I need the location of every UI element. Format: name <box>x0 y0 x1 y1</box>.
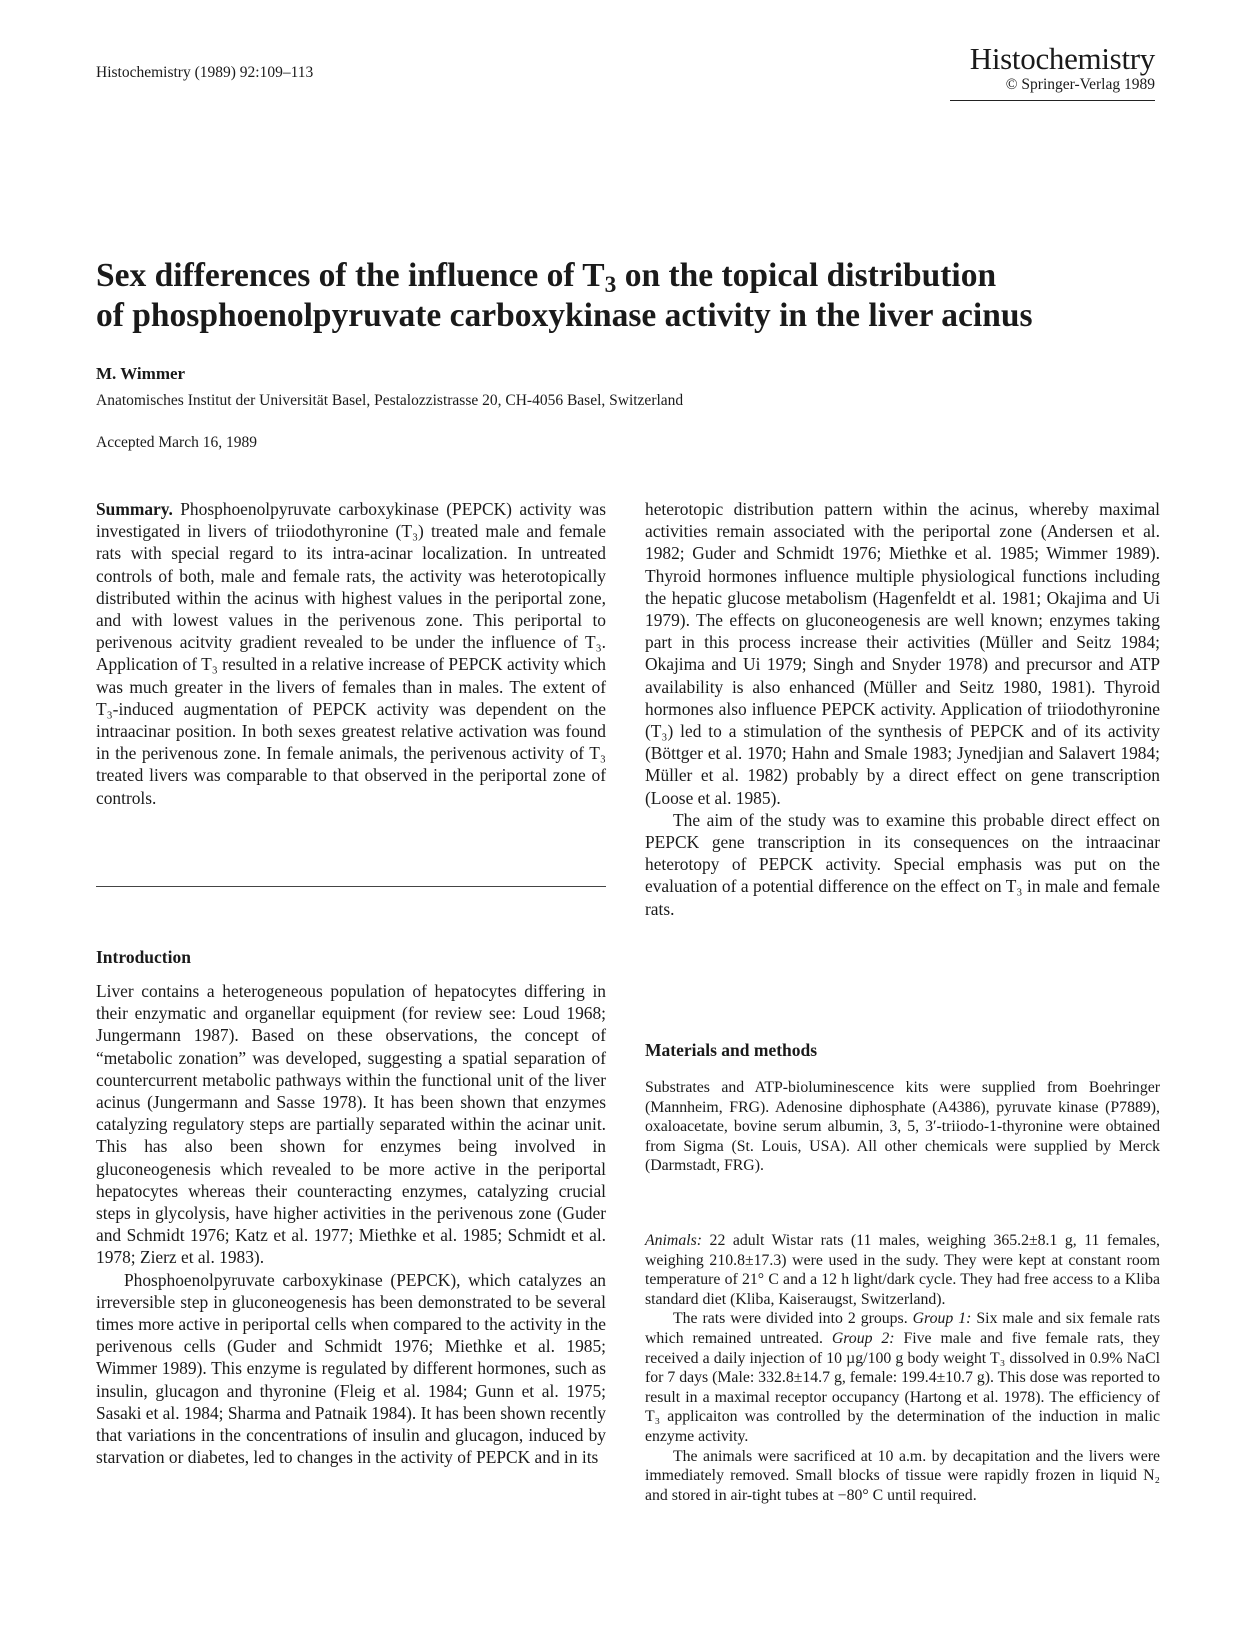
summary-text: Phosphoenolpyruvate carboxykinase (PEPCK) activity was investigated in livers of triiodothyronine (T₃) treated male and female rats with special regard to its intra-acinar localization. In untreated controls of both, male and female rats, the activity was heterotopically distributed within the acinus with highest values in the periportal zone, and with lowest values in the perivenous zone. This periportal to perivenous acitvity gradient revealed to be under the influence of T₃. Application of T₃ resulted in a relative increase of PEPCK activity which was much greater in the livers of females than in males. The extent of T₃-induced augmentation of PEPCK activity was dependent on the intraacinar position. In both sexes greatest relative activation was found in the perivenous zone. In female animals, the perivenous activity of T₃ treated livers was comparable to that observed in the periportal zone of controls. <box>96 499 607 808</box>
methods-heading: Materials and methods <box>645 1040 818 1060</box>
introduction-heading: Introduction <box>96 947 191 967</box>
journal-block <box>950 42 1155 101</box>
title-line1-pre: Sex differences of the influence of T <box>96 257 605 294</box>
group1-label: Group 1: <box>912 1310 972 1328</box>
group1-text: Six male and six female rats which remained untreated. <box>645 1310 1161 1347</box>
group2-label: Group 2: <box>831 1329 895 1347</box>
author-affiliation: Anatomisches Institut der Universität Basel, Pestalozzistrasse 20, CH-4056 Basel, Switzerland <box>96 392 684 409</box>
journal-copyright: © Springer-Verlag 1989 <box>950 76 1155 101</box>
accepted-date: Accepted March 16, 1989 <box>96 434 257 451</box>
animals-label: Animals: <box>645 1232 703 1249</box>
journal-name: Histochemistry <box>969 41 1155 76</box>
intro-paragraph-1: Liver contains a heterogeneous population of hepatocytes differing in their enzymatic and organellar equipment (for review see: Loud 1968; Jungermann 1987). Based on these observations, the concept of “metabolic zonation” was developed, suggesting a spatial separation of countercurrent metabolic pathways within the functional unit of the liver acinus (Jungermann and Sasse 1978). It has been shown that enzymes catalyzing regulatory steps are partially separated within the acinar unit. This has also been shown for enzymes being involved in gluconeogenesis which revealed to be more active in the periportal hepatocytes whereas their counteracting enzymes, catalyzing crucial steps in glycolysis, have higher activities in the perivenous zone (Guder and Schmidt 1976; Katz et al. 1977; Miethke et al. 1985; Schmidt et al. 1978; Zierz et al. 1983). <box>96 981 606 1268</box>
title-line1-post: on the topical distribution <box>616 257 997 294</box>
groups-intro: The rats were divided into 2 groups. <box>673 1310 908 1328</box>
group2-text: Five male and five female rats, they received a daily injection of 10 µg/100 g body weight T₃ dissolved in 0.9% NaCl for 7 days (Male: 332.8±14.7 g, female: 199.4±10.7 g). This dose was reported to result in a maximal receptor occupancy (Hartong et al. 1978). The efficiency of T₃ applicaiton was controlled by the determination of the induction in malic enzyme activity. <box>645 1329 1161 1445</box>
methods-materials <box>645 1078 1160 1176</box>
intro-paragraph-4: The aim of the study was to examine this probable direct effect on PEPCK gene transcription in its consequences on the intraacinar heterotopy of PEPCK activity. Special emphasis was put on the evaluation of a potential difference on the effect on T₃ in male and female rats. <box>645 809 1160 919</box>
summary-divider <box>96 886 606 887</box>
title-line2: of phosphoenolpyruvate carboxykinase activity in the liver acinus <box>96 297 1033 334</box>
author-name: M. Wimmer <box>96 364 186 383</box>
animals-text: 22 adult Wistar rats (11 males, weighing 365.2±8.1 g, 11 females, weighing 210.8±17.3) were used in the sudy. They were kept at constant room temperature of 21° C and a 12 h light/dark cycle. They had free access to a Kliba standard diet (Kliba, Kaiseraugst, Switzerland). <box>645 1232 1161 1308</box>
article-title <box>96 256 1146 336</box>
intro-paragraph-2: Phosphoenolpyruvate carboxykinase (PEPCK), which catalyzes an irreversible step in gluconeogenesis has been demonstrated to be several times more active in periportal cells when compared to the activity in the perivenous cells (Guder and Schmidt 1976; Miethke et al. 1985; Wimmer 1989). This enzyme is regulated by different hormones, such as insulin, glucagon and thyronine (Fleig et al. 1984; Gunn et al. 1975; Sasaki et al. 1984; Sharma and Patnaik 1984). It has been shown recently that variations in the concentrations of insulin and glucagon, induced by starvation or diabetes, led to changes in the activity of PEPCK and in its <box>96 1269 607 1468</box>
summary-section <box>96 498 606 809</box>
introduction-right <box>645 498 1160 920</box>
introduction-left <box>96 980 606 1468</box>
methods-paragraph-1: Substrates and ATP-bioluminescence kits were supplied from Boehringer (Mannheim, FRG). Adenosine diphosphate (A4386), pyruvate kinase (P7889), oxaloacetate, bovine serum albumin, 3, 5, 3′-triiodo-1-thyronine were obtained from Sigma (St. Louis, USA). All other chemicals were supplied by Merck (Darmstadt, FRG). <box>645 1079 1160 1175</box>
sacrifice-paragraph: The animals were sacrificed at 10 a.m. by decapitation and the livers were immediately removed. Small blocks of tissue were rapidly frozen in liquid N₂ and stored in air-tight tubes at −80° C until required. <box>645 1447 1160 1504</box>
methods-animals <box>645 1231 1160 1505</box>
summary-label: Summary. <box>96 499 173 519</box>
intro-paragraph-3: heterotopic distribution pattern within the acinus, whereby maximal activities remain associated with the periportal zone (Andersen et al. 1982; Guder and Schmidt 1976; Miethke et al. 1985; Wimmer 1989). Thyroid hormones influence multiple physiological functions including the hepatic glucose metabolism (Hagenfeldt et al. 1981; Okajima and Ui 1979). The effects on gluconeogenesis are well known; enzymes taking part in this process increase their activities (Müller and Seitz 1984; Okajima and Ui 1979; Singh and Snyder 1978) and precursor and ATP availability is also enhanced (Müller and Seitz 1980, 1981). Thyroid hormones also influence PEPCK activity. Application of triiodothyronine (T₃) led to a stimulation of the synthesis of PEPCK and of its activity (Böttger et al. 1970; Hahn and Smale 1983; Jynedjian and Salavert 1984; Müller et al. 1982) probably by a direct effect on gene transcription (Loose et al. 1985). <box>645 499 1160 808</box>
running-head: Histochemistry (1989) 92:109–113 <box>96 64 314 81</box>
title-subscript: 3 <box>604 271 617 298</box>
